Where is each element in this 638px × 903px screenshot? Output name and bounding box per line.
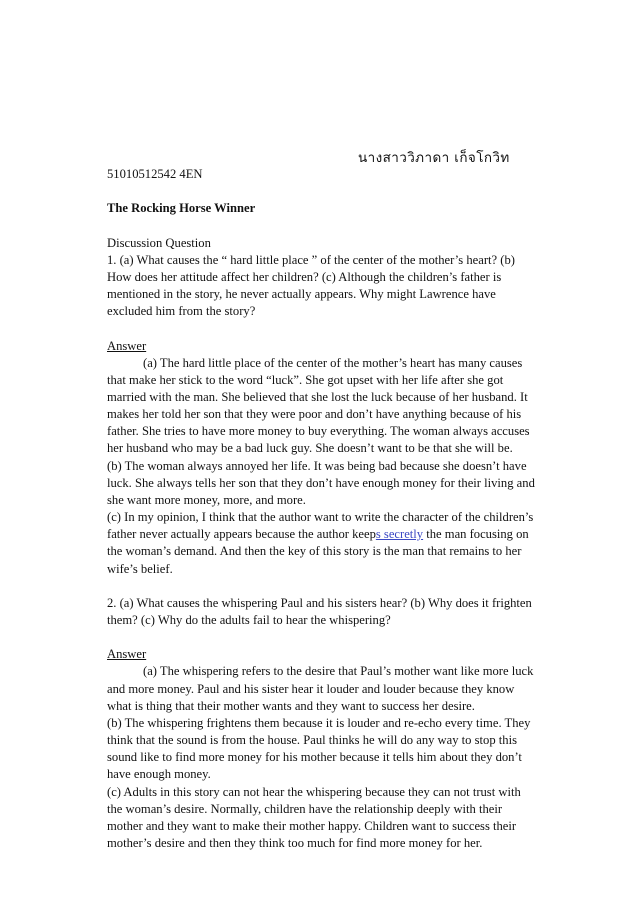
answer-2a bbox=[107, 663, 539, 714]
answer-2-label: Answer bbox=[107, 647, 147, 662]
spacer bbox=[107, 578, 539, 595]
answer-1c-text-end: the man focusing on the woman’s demand. And then the key of this story is the man that remains to her wife’s belief. bbox=[107, 527, 529, 576]
document-title: The Rocking Horse Winner bbox=[107, 201, 256, 216]
answer-1a bbox=[107, 355, 539, 458]
answer-1-label: Answer bbox=[107, 338, 147, 353]
spacer bbox=[107, 320, 539, 337]
spacer bbox=[107, 629, 539, 646]
answer-1c bbox=[107, 509, 539, 578]
document-body bbox=[107, 166, 539, 852]
answer-2c: (c) Adults in this story can not hear the whispering because they can not trust with the woman’s desire. Normally, children have the relationship deeply with their mother and they want to make their mother happy. Children want to success their mother’s desire and then they think too much for find more money for her. bbox=[107, 784, 521, 851]
answer-1a-text: (a) The hard little place of the center of the mother’s heart has many causes that make her stick to the word “luck”. She got upset with her life after she got married with the man. She believed that she lost the luck because of her husband. It makes her told her son that they were poor and don’t have anything because of his father. She tries to have more money to buy everything. The woman always accuses her husband who may be a bad luck guy. She doesn’t want to be that she will be. bbox=[107, 355, 530, 456]
question-2: 2. (a) What causes the whispering Paul and his sisters hear? (b) Why does it frighten them? (c) Why do the adults fail to hear the whispering? bbox=[107, 595, 532, 627]
answer-2b: (b) The whispering frightens them because it is louder and re-echo every time. They think that the sound is from the house. Paul thinks he will do any way to stop this sound like to find more money for his mother because it tells him about they don’t have enough money. bbox=[107, 715, 531, 782]
question-1: 1. (a) What causes the “ hard little place ” of the center of the mother’s heart? (b) How does her attitude affect her children? (c) Although the children’s father is mentioned in the story, he never actually appears. Why might Lawrence have excluded him from the story? bbox=[107, 252, 515, 319]
answer-2a-text: (a) The whispering refers to the desire that Paul’s mother want like more luck and more money. Paul and his sister hear it louder and louder because they know what is thing that their mother wants and they want to success her desire. bbox=[107, 664, 534, 713]
spacer bbox=[107, 217, 539, 234]
section-heading: Discussion Question bbox=[107, 235, 211, 250]
spacer bbox=[107, 183, 539, 200]
answer-1c-text-start: (c) In my opinion, I think that the author want to write the character of the children’s father never actually appears because the author keep bbox=[107, 510, 534, 542]
author-name: นางสาววิภาดา เก็จโกวิท bbox=[358, 150, 510, 166]
student-id: 51010512542 4EN bbox=[107, 167, 203, 181]
answer-1c-link[interactable]: s secretly bbox=[375, 527, 424, 542]
answer-1b: (b) The woman always annoyed her life. It was being bad because she doesn’t have luck. She always tells her son that they don’t have enough money for their living and she want more money, more, and more. bbox=[107, 458, 535, 507]
